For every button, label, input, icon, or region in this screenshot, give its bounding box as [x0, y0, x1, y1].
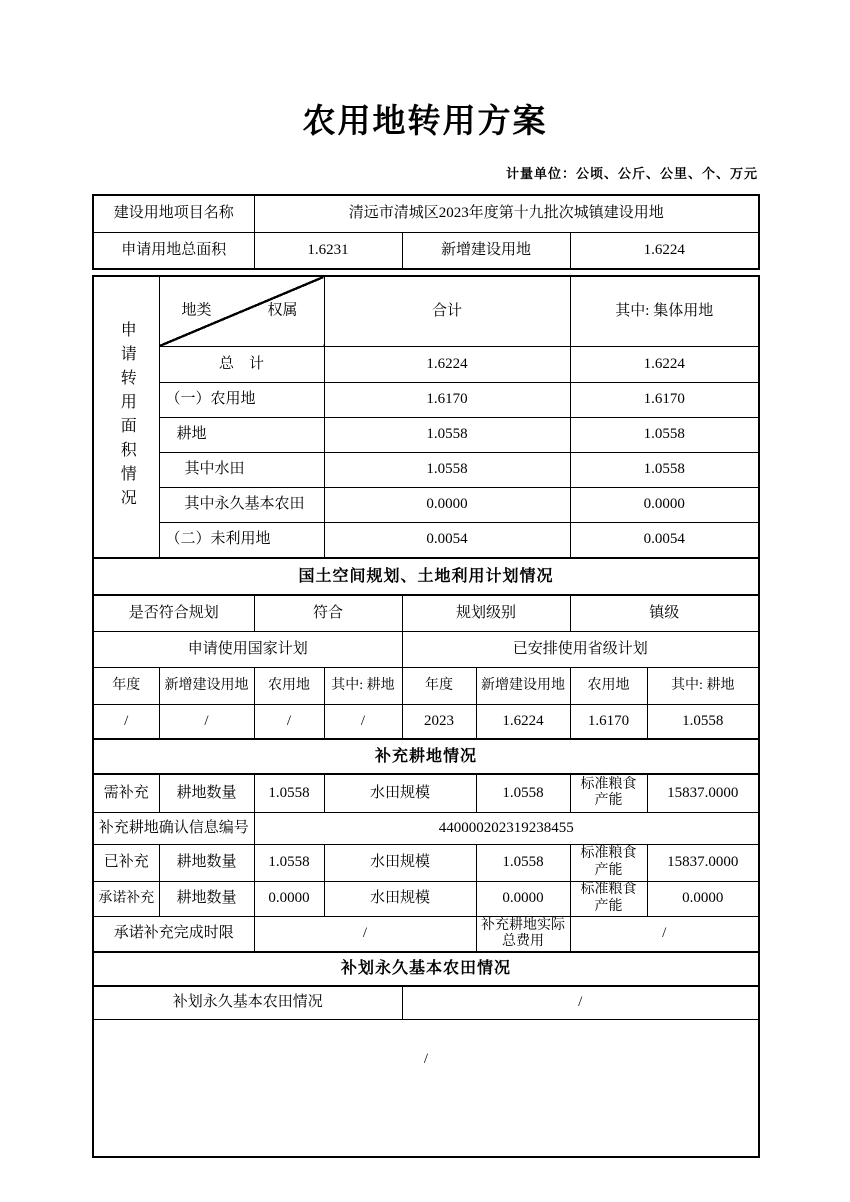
- grain-capacity-value: 0.0000: [647, 881, 759, 916]
- table-row: [93, 558, 759, 595]
- conversion-side-label: 申请转用面积情况: [118, 321, 136, 513]
- table-row: [93, 276, 759, 346]
- plan-value: 1.0558: [647, 704, 759, 739]
- remark-cell: /: [93, 1019, 759, 1157]
- supplement-section-title: 补充耕地情况: [93, 739, 759, 774]
- plan-col-header: 新增建设用地: [476, 667, 570, 704]
- table-row: [93, 844, 759, 881]
- cultivated-area-label: 耕地数量: [159, 844, 254, 881]
- supplement-row-label: 承诺补充: [93, 881, 159, 916]
- actual-cost-label: [476, 916, 570, 952]
- plan-col-header: 年度: [402, 667, 476, 704]
- deadline-label: 承诺补充完成时限: [93, 916, 254, 952]
- conversion-row-total: 1.0558: [324, 452, 570, 487]
- supplement-row-label: 已补充: [93, 844, 159, 881]
- cultivated-area-value: 1.0558: [254, 844, 324, 881]
- conversion-row-label: 耕地: [159, 417, 324, 452]
- plan-col-header: 农用地: [254, 667, 324, 704]
- table-row: [93, 382, 759, 417]
- table-row: [93, 986, 759, 1019]
- plan-level-value: 镇级: [570, 595, 759, 631]
- total-area-label: 申请用地总面积: [93, 232, 254, 269]
- cultivated-area-label: 耕地数量: [159, 774, 254, 812]
- table-row: [93, 916, 759, 952]
- conversion-row-total: 0.0000: [324, 487, 570, 522]
- plan-value: 1.6170: [570, 704, 647, 739]
- paddy-scale-label: 水田规模: [324, 774, 476, 812]
- table-row: [93, 232, 759, 269]
- grain-capacity-label-line2: 产能: [594, 862, 623, 878]
- grain-capacity-label: [570, 774, 647, 812]
- plan-value: /: [93, 704, 159, 739]
- table-row: [93, 346, 759, 382]
- compliance-label: 是否符合规划: [93, 595, 254, 631]
- actual-cost-label-line2: 总费用: [502, 933, 544, 949]
- conversion-row-label: （一）农用地: [159, 382, 324, 417]
- plan-value: 2023: [402, 704, 476, 739]
- main-table: [92, 275, 760, 1158]
- table-row: [93, 704, 759, 739]
- plan-value: /: [254, 704, 324, 739]
- conversion-row-collective: 1.6224: [570, 346, 759, 382]
- plan-value: /: [324, 704, 402, 739]
- new-construction-label: 新增建设用地: [402, 232, 570, 269]
- plan-level-label: 规划级别: [402, 595, 570, 631]
- conversion-row-total: 1.0558: [324, 417, 570, 452]
- conversion-row-collective: 1.6170: [570, 382, 759, 417]
- table-row: [93, 452, 759, 487]
- conversion-row-collective: 1.0558: [570, 452, 759, 487]
- conversion-row-label: 其中水田: [159, 452, 324, 487]
- basic-farmland-row-label: 补划永久基本农田情况: [93, 986, 402, 1019]
- grain-capacity-label: [570, 844, 647, 881]
- conversion-row-collective: 0.0000: [570, 487, 759, 522]
- paddy-scale-value: 0.0000: [476, 881, 570, 916]
- planning-section-title: 国土空间规划、土地利用计划情况: [93, 558, 759, 595]
- column-header-collective: 其中: 集体用地: [570, 276, 759, 346]
- actual-cost-label-line1: 补充耕地实际: [481, 917, 565, 933]
- basic-farmland-row-value: /: [402, 986, 759, 1019]
- table-row: [93, 487, 759, 522]
- plan-col-header: 其中: 耕地: [324, 667, 402, 704]
- table-row: [93, 595, 759, 631]
- table-row: [93, 952, 759, 986]
- deadline-value: /: [254, 916, 476, 952]
- grain-capacity-label-line1: 标准粮食: [580, 777, 637, 793]
- total-area-value: 1.6231: [254, 232, 402, 269]
- grain-capacity-value: 15837.0000: [647, 844, 759, 881]
- measurement-units-note: 计量单位：公顷、公斤、公里、个、万元: [505, 166, 758, 181]
- grain-capacity-value: 15837.0000: [647, 774, 759, 812]
- conversion-row-collective: 1.0558: [570, 417, 759, 452]
- table-row: [93, 195, 759, 232]
- conversion-side-label-cell: [93, 276, 159, 558]
- column-header-total: 合计: [324, 276, 570, 346]
- table-row: [93, 739, 759, 774]
- supplement-row-label: 需补充: [93, 774, 159, 812]
- paddy-scale-label: 水田规模: [324, 881, 476, 916]
- plan-col-header: 其中: 耕地: [647, 667, 759, 704]
- compliance-value: 符合: [254, 595, 402, 631]
- national-plan-header: 申请使用国家计划: [93, 631, 402, 667]
- basic-farmland-section-title: 补划永久基本农田情况: [93, 952, 759, 986]
- confirm-id-value: 440000202319238455: [254, 812, 759, 844]
- paddy-scale-label: 水田规模: [324, 844, 476, 881]
- grain-capacity-label-line1: 标准粮食: [580, 882, 637, 898]
- actual-cost-value: /: [570, 916, 759, 952]
- conversion-row-label: （二）未利用地: [159, 522, 324, 558]
- diagonal-label-ownership: 权属: [267, 302, 298, 319]
- project-header-table: [92, 194, 760, 270]
- table-row: [93, 1019, 759, 1157]
- plan-col-header: 年度: [93, 667, 159, 704]
- conversion-row-total: 1.6170: [324, 382, 570, 417]
- conversion-row-total: 1.6224: [324, 346, 570, 382]
- project-name-label: 建设用地项目名称: [93, 195, 254, 232]
- conversion-row-label: 总 计: [159, 346, 324, 382]
- provincial-plan-header: 已安排使用省级计划: [402, 631, 759, 667]
- table-row: [93, 812, 759, 844]
- grain-capacity-label-line1: 标准粮食: [580, 846, 637, 862]
- page-title: 农用地转用方案: [302, 104, 548, 140]
- project-name-value: 清远市清城区2023年度第十九批次城镇建设用地: [254, 195, 759, 232]
- new-construction-value: 1.6224: [570, 232, 759, 269]
- plan-col-header: 农用地: [570, 667, 647, 704]
- plan-col-header: 新增建设用地: [159, 667, 254, 704]
- cultivated-area-value: 1.0558: [254, 774, 324, 812]
- diagonal-label-landtype: 地类: [181, 302, 212, 319]
- table-row: [93, 631, 759, 667]
- table-row: [93, 881, 759, 916]
- table-row: [93, 667, 759, 704]
- cultivated-area-label: 耕地数量: [159, 881, 254, 916]
- confirm-id-label: 补充耕地确认信息编号: [93, 812, 254, 844]
- plan-value: 1.6224: [476, 704, 570, 739]
- conversion-row-label: 其中永久基本农田: [159, 487, 324, 522]
- conversion-row-collective: 0.0054: [570, 522, 759, 558]
- cultivated-area-value: 0.0000: [254, 881, 324, 916]
- grain-capacity-label: [570, 881, 647, 916]
- paddy-scale-value: 1.0558: [476, 844, 570, 881]
- conversion-row-total: 0.0054: [324, 522, 570, 558]
- grain-capacity-label-line2: 产能: [594, 898, 623, 914]
- table-row: [93, 417, 759, 452]
- paddy-scale-value: 1.0558: [476, 774, 570, 812]
- diagonal-header-cell: [159, 276, 324, 346]
- plan-value: /: [159, 704, 254, 739]
- table-row: [93, 774, 759, 812]
- grain-capacity-label-line2: 产能: [594, 793, 623, 809]
- table-row: [93, 522, 759, 558]
